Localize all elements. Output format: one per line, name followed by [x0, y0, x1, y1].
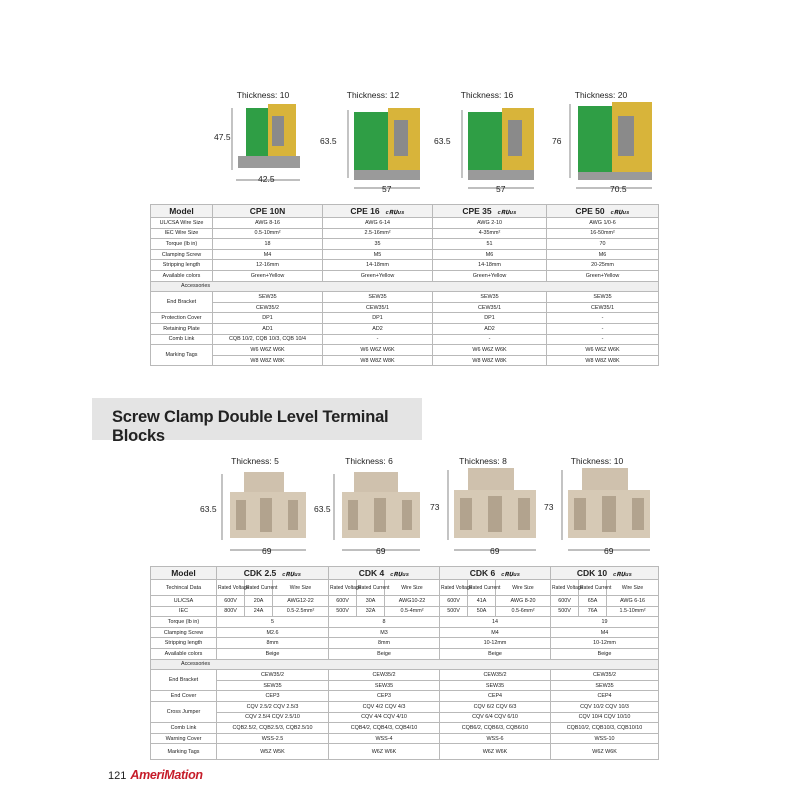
figure-cdk-4: [314, 452, 424, 568]
ul-cert-icon: c𝐑𝐔us: [610, 209, 630, 216]
table-row: Marking Tags W5Z W5K W6Z W6K W6Z W6K W6Z W6K: [151, 744, 659, 760]
table-header-row: [151, 205, 659, 218]
table-row: W8 W8Z W8K W8 W8Z W8K W8 W8Z W8K W8 W8Z W8K: [151, 355, 659, 366]
table-row: End Cover CEP3 CEP3 CEP4 CEP4: [151, 691, 659, 702]
tech-head-row: Techincal Data Rated Voltage Rated Current Wire Size Rated Voltage Rated Current Wire Size Rated Voltage Rated Current Wire Size Rated Voltage Rated Current Wire Size: [151, 580, 659, 596]
page-number: 121: [108, 770, 127, 782]
model-name: CDK 10 c𝐑𝐔us: [551, 567, 659, 580]
table-row: Torque (lb in) 5 8 14 19: [151, 617, 659, 628]
figure-cpe-35: [432, 86, 542, 202]
terminal-beige-image: [428, 452, 538, 564]
cpe-spec-table: [150, 204, 659, 366]
table-row: End Bracket CEW35/2 CEW35/2 CEW35/2 CEW35/2: [151, 670, 659, 681]
table-row: UL/CSA 600V 20A AWG12-22 600V 30A AWG10-22 600V 41A AWG 8-20 600V 65A AWG 6-16: [151, 596, 659, 607]
height-dimension: 73: [544, 502, 554, 512]
ul-cert-icon: c𝐑𝐔us: [390, 571, 410, 578]
ul-cert-icon: c𝐑𝐔us: [501, 571, 521, 578]
cdk-spec-table: [150, 566, 659, 760]
width-dimension: 57: [382, 184, 392, 194]
figure-cdk-6: [428, 452, 538, 568]
table-row: Clamping Screw M2.6 M3 M4 M4: [151, 627, 659, 638]
table-row: IEC Wire Size 0.5-10mm² 2.5-16mm² 4-35mm² 16-50mm²: [151, 228, 659, 239]
terminal-beige-image: [542, 452, 652, 564]
table-row: IEC 800V 24A 0.5-2.5mm² 500V 32A 0.5-4mm² 500V 50A 0.5-6mm² 500V 76A 1.5-10mm²: [151, 606, 659, 617]
model-label: Model: [151, 205, 213, 218]
model-name: CPE 35 c𝐑𝐔us: [433, 205, 547, 218]
thickness-label: Thickness: 12: [346, 90, 400, 100]
table-row: Available colors Green+Yellow Green+Yellow Green+Yellow Green+Yellow: [151, 270, 659, 281]
page-footer: [108, 768, 203, 782]
model-name: CPE 10N: [213, 205, 323, 218]
height-dimension: 63.5: [434, 136, 451, 146]
table-row: SEW35 SEW35 SEW35 SEW35: [151, 680, 659, 691]
table-row: End Bracket SEW35 SEW35 SEW35 SEW35: [151, 292, 659, 303]
figure-cpe-16: [318, 86, 428, 202]
ul-cert-icon: c𝐑𝐔us: [613, 571, 633, 578]
bottom-terminal-figures: [190, 452, 670, 564]
width-dimension: 69: [376, 546, 386, 556]
thickness-label: Thickness: 16: [460, 90, 514, 100]
ul-cert-icon: c𝐑𝐔us: [282, 571, 302, 578]
accessories-row: Accessories: [151, 659, 659, 670]
width-dimension: 42.5: [258, 174, 275, 184]
table-row: Marking Tags W6 W6Z W6K W6 W6Z W6K W6 W6Z W6K W6 W6Z W6K: [151, 345, 659, 356]
table-row: CQV 2.5/4 CQV 2.5/10 CQV 4/4 CQV 4/10 CQV 6/4 CQV 6/10 CQV 10/4 CQV 10/10: [151, 712, 659, 723]
model-name: CPE 50 c𝐑𝐔us: [547, 205, 659, 218]
figure-cpe-50: [546, 86, 656, 202]
table-row: Comb Link CQB 10/2, CQB 10/3, CQB 10/4 - - -: [151, 334, 659, 345]
height-dimension: 63.5: [320, 136, 337, 146]
height-dimension: 63.5: [314, 504, 331, 514]
width-dimension: 69: [262, 546, 272, 556]
height-dimension: 76: [552, 136, 562, 146]
terminal-green-yellow-image: [546, 86, 656, 202]
thickness-label: Thickness: 5: [231, 456, 279, 466]
ul-cert-icon: c𝐑𝐔us: [385, 209, 405, 216]
table-row: Torque (lb in) 18 35 51 70: [151, 239, 659, 250]
table-row: Retaining Plate AD1 AD2 AD2 -: [151, 323, 659, 334]
terminal-green-yellow-image: [208, 86, 318, 202]
model-label: Model: [151, 567, 217, 580]
accessories-row: Accessories: [151, 281, 659, 292]
table-row: Clamping Screw M4 M5 M6 M6: [151, 249, 659, 260]
height-dimension: 63.5: [200, 504, 217, 514]
table-row: Stripping length 12-16mm 14-18mm 14-18mm 20-25mm: [151, 260, 659, 271]
model-name: CDK 6 c𝐑𝐔us: [440, 567, 551, 580]
thickness-label: Thickness: 8: [459, 456, 507, 466]
section-banner: [92, 398, 422, 445]
figure-cdk-2-5: [200, 452, 310, 568]
width-dimension: 70.5: [610, 184, 627, 194]
ul-cert-icon: c𝐑𝐔us: [497, 209, 517, 216]
width-dimension: 57: [496, 184, 506, 194]
table-row: CEW35/2 CEW35/1 CEW35/1 CEW35/1: [151, 302, 659, 313]
section-title: Screw Clamp Double Level Terminal Blocks: [112, 408, 389, 445]
thickness-label: Thickness: 10: [236, 90, 290, 100]
top-terminal-figures: [150, 86, 658, 202]
thickness-label: Thickness: 20: [574, 90, 628, 100]
thickness-label: Thickness: 6: [345, 456, 393, 466]
table-row: Comb Link CQB2.5/2, CQB2.5/3, CQB2.5/10 CQB4/2, CQB4/3, CQB4/10 CQB6/2, CQB6/3, CQB6/10 CQB10/2, CQB10/3, CQB10/10: [151, 723, 659, 734]
table-row: Cross Jumper CQV 2.5/2 CQV 2.5/3 CQV 4/2 CQV 4/3 CQV 6/2 CQV 6/3 CQV 10/2 CQV 10/3: [151, 701, 659, 712]
model-name: CPE 16 c𝐑𝐔us: [323, 205, 433, 218]
model-name: CDK 2.5 c𝐑𝐔us: [217, 567, 329, 580]
table-row: Warning Cover WSS-2.5 WSS-4 WSS-6 WSS-10: [151, 733, 659, 744]
height-dimension: 73: [430, 502, 440, 512]
model-name: CDK 4 c𝐑𝐔us: [329, 567, 440, 580]
width-dimension: 69: [490, 546, 500, 556]
table-row: Available colors Beige Beige Beige Beige: [151, 648, 659, 659]
table-header-row: [151, 567, 659, 580]
brand-logo: AmeriMation: [130, 768, 203, 782]
table-row: Protection Cover DP1 DP1 DP1 -: [151, 313, 659, 324]
table-row: Stripping length 8mm 8mm 10-12mm 10-12mm: [151, 638, 659, 649]
width-dimension: 69: [604, 546, 614, 556]
thickness-label: Thickness: 10: [570, 456, 624, 466]
figure-cpe-10n: [208, 86, 318, 202]
figure-cdk-10: [542, 452, 652, 568]
table-row: UL/CSA Wire Size AWG 8-16 AWG 6-14 AWG 2-10 AWG 1/0-6: [151, 218, 659, 229]
height-dimension: 47.5: [214, 132, 231, 142]
